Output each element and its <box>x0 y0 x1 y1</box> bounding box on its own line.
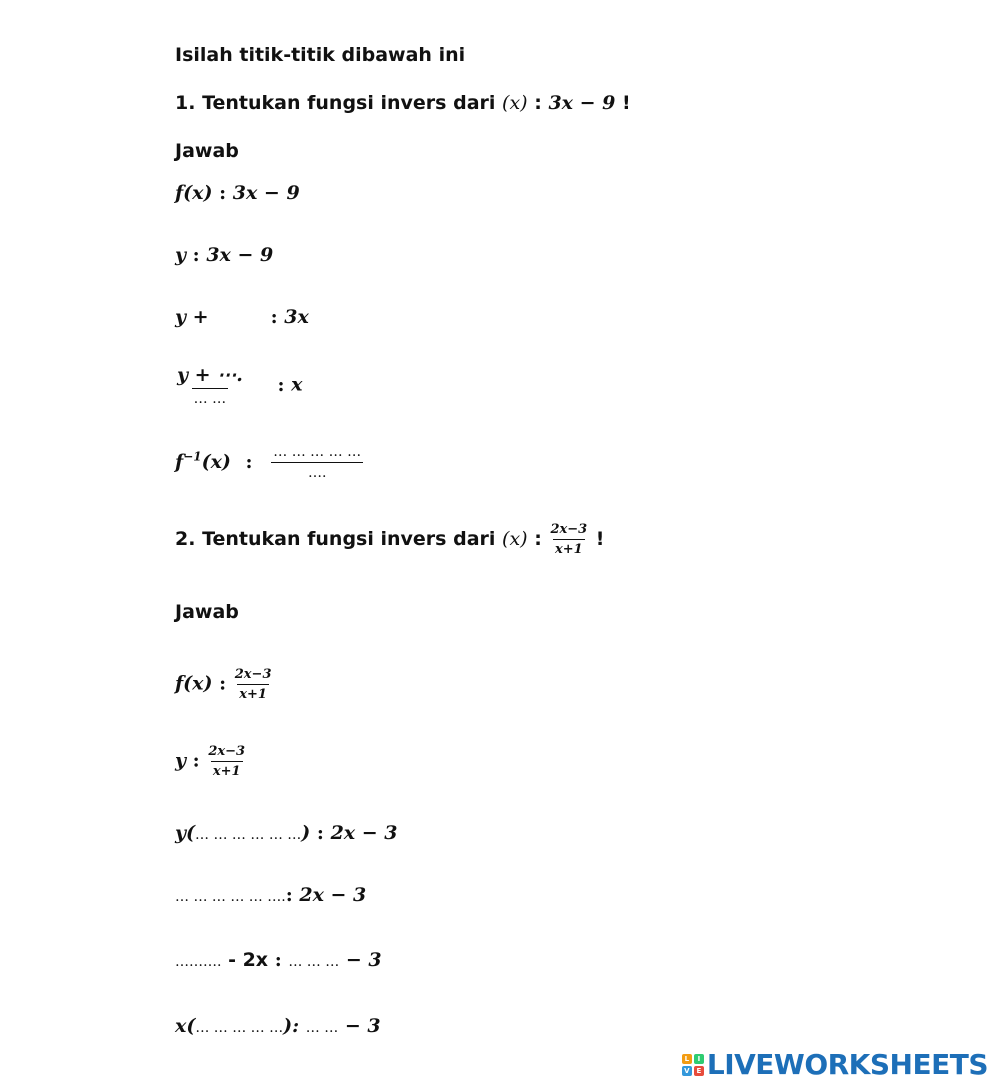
logo-text: LIVEWORKSHEETS <box>706 1048 988 1081</box>
q2-step-2: y : $\frac{2x-3}{x+1}$ <box>175 744 246 779</box>
question-prompt: Tentukan fungsi invers dari <box>202 92 496 114</box>
liveworksheets-logo <box>682 1048 988 1081</box>
answer-label-1: Jawab <box>175 140 239 162</box>
blank-dots[interactable]: … … <box>305 1020 339 1036</box>
question-2: 2. Tentukan fungsi invers dari (x) : $\frac{2x-3}{x+1}$ ! <box>175 522 605 557</box>
function-expression: 3x − 9 <box>548 92 616 114</box>
blank-dots[interactable]: … … … <box>288 954 340 970</box>
instruction-heading: Isilah titik-titik dibawah ini <box>175 44 466 66</box>
q1-step-1: f(x) : 3x − 9 <box>175 182 300 204</box>
question-number: 2. <box>175 528 196 550</box>
logo-tiles-icon <box>682 1054 704 1076</box>
inverse-function: $f^{-1}(x)$ <box>175 449 231 473</box>
question-number: 1. <box>175 92 196 114</box>
function-fraction: $\frac{2x-3}{x+1}$ <box>550 522 588 557</box>
function-arg: (x) <box>502 92 528 114</box>
blank-dots[interactable]: ………. <box>175 954 222 970</box>
fraction: $\frac{2x-3}{x+1}$ <box>234 667 272 702</box>
q1-step-2: y : 3x − 9 <box>175 244 274 266</box>
fraction: $\frac{y + \cdots.}{\dots \dots}$ <box>177 364 243 407</box>
logo-tile: L <box>682 1054 692 1064</box>
q2-step-6: x(… … … … …): … … − 3 <box>175 1015 381 1037</box>
blank-dots[interactable]: … … … … … … <box>195 827 302 843</box>
fraction: $\frac{\dots \dots \dots \dots \dots}{\dots.}$ <box>271 444 363 481</box>
answer-label-2: Jawab <box>175 601 239 623</box>
question-1: 1. Tentukan fungsi invers dari (x) : 3x − 9 ! <box>175 92 631 114</box>
fraction: $\frac{2x-3}{x+1}$ <box>208 744 246 779</box>
logo-tile: V <box>682 1066 692 1076</box>
blank-dots[interactable]: … … … … … <box>195 1020 284 1036</box>
q2-step-1: f(x) : $\frac{2x-3}{x+1}$ <box>175 667 272 702</box>
q1-step-3: y + : 3x <box>175 306 309 328</box>
q1-step-4: $\frac{y + \cdots.}{\dots \dots}$ : x <box>177 364 303 407</box>
logo-tile: E <box>694 1066 704 1076</box>
q2-step-4: … … … … … ….: 2x − 3 <box>175 884 367 906</box>
question-prompt: Tentukan fungsi invers dari <box>202 528 496 550</box>
q2-step-5: ………. - 2x : … … … − 3 <box>175 949 382 971</box>
function-arg: (x) <box>502 528 528 550</box>
blank-dots[interactable]: … … … … … …. <box>175 889 286 905</box>
q1-step-5: $f^{-1}(x)$ : $\frac{\dots \dots \dots \dots \dots}{\dots.}$ <box>175 444 363 481</box>
q2-step-3: y(… … … … … …) : 2x − 3 <box>175 822 398 844</box>
logo-tile: I <box>694 1054 704 1064</box>
